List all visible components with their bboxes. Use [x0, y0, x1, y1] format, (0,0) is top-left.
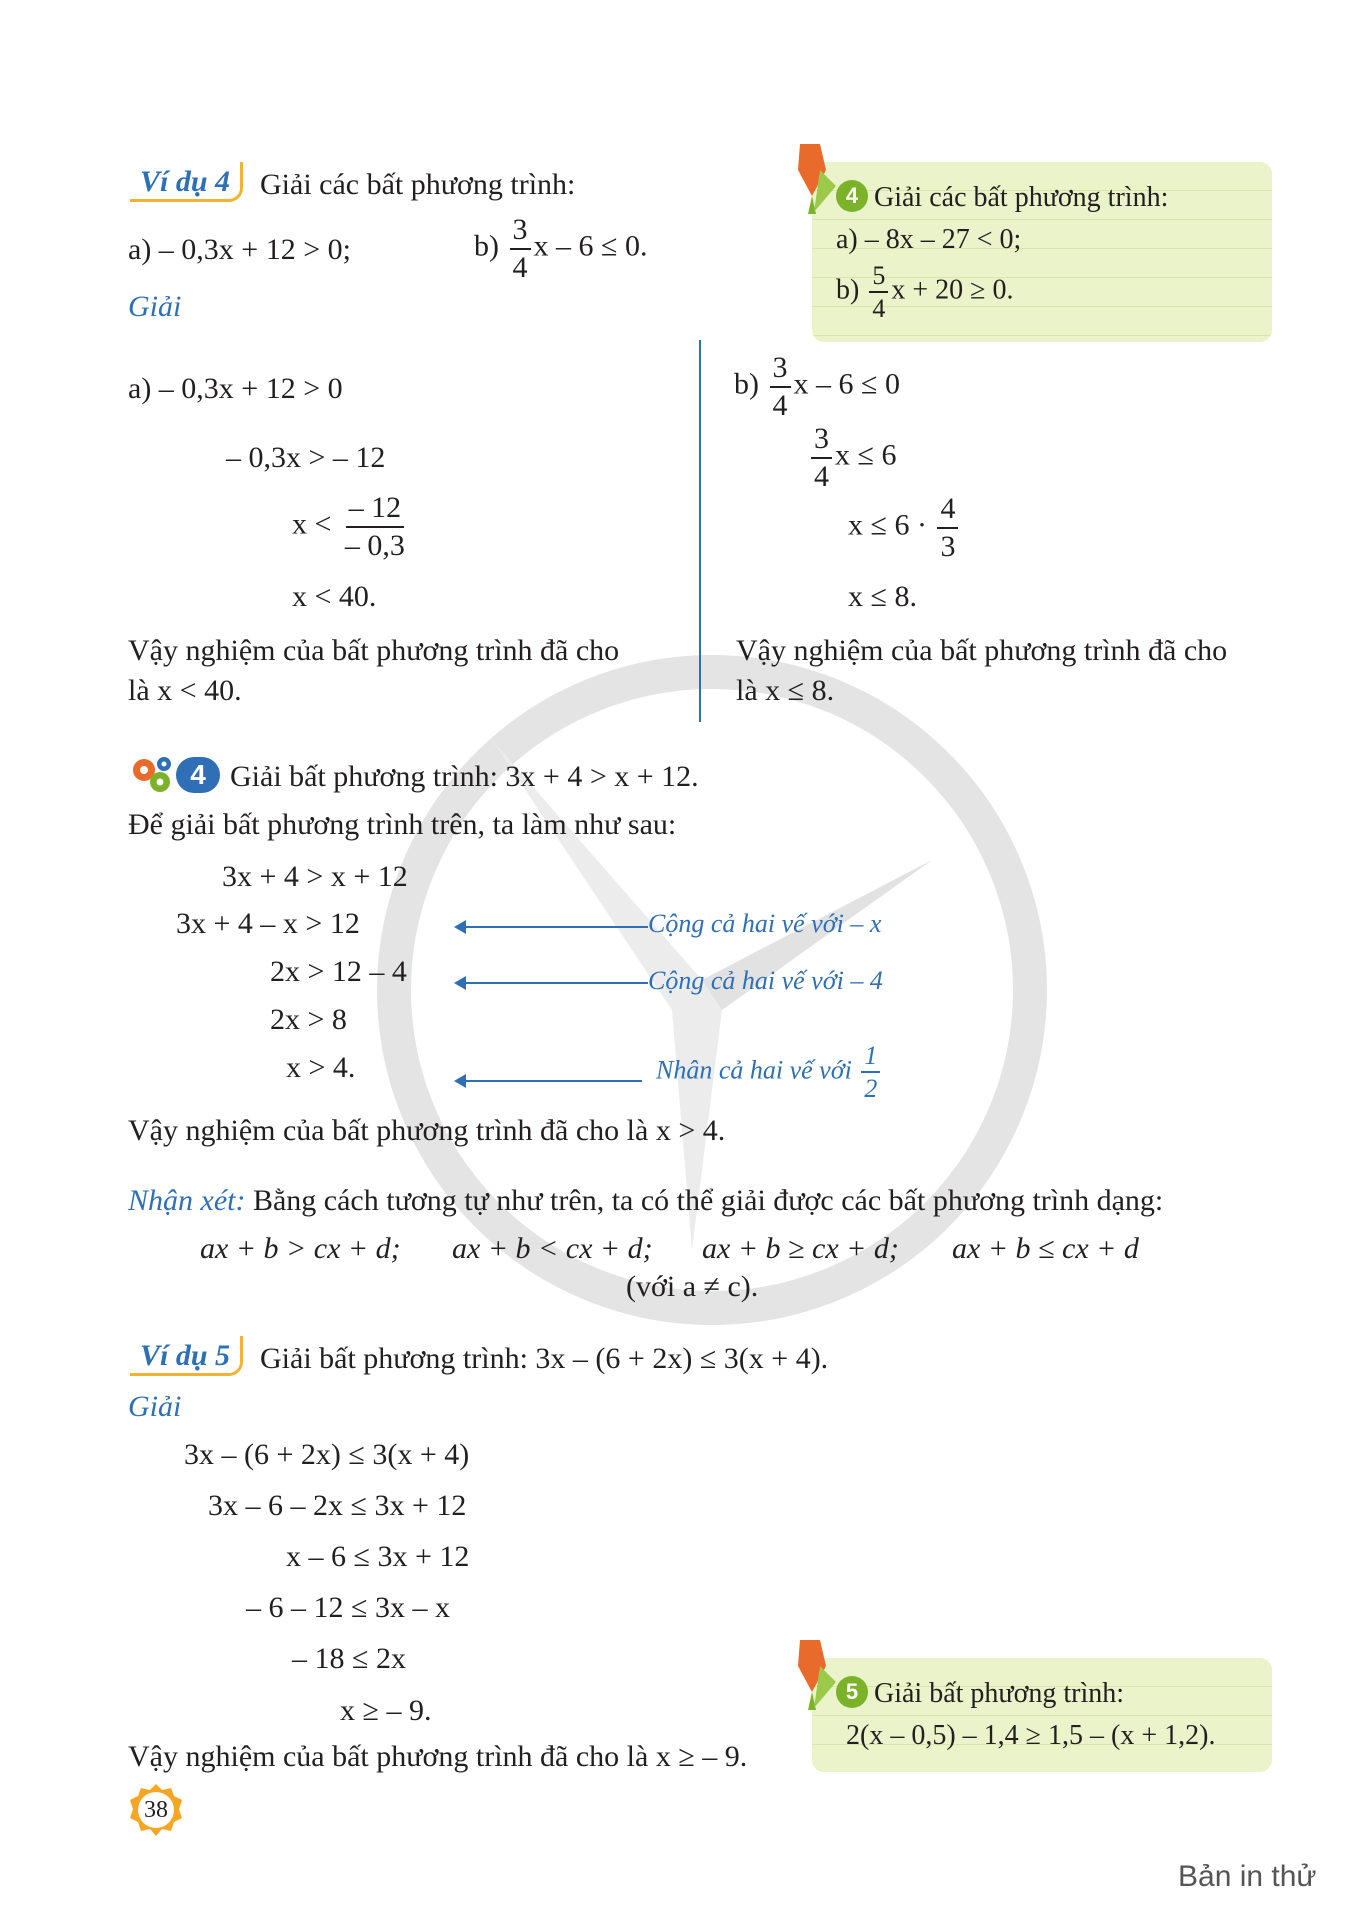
arrow-3 [456, 1080, 642, 1082]
page-number: 38 [144, 1797, 168, 1823]
sol-b-line-2: $\frac{3}{4}$ x ≤ 6 [808, 423, 896, 492]
sol-a-conclusion-2: là x < 40. [128, 674, 242, 707]
gears-icon [128, 752, 178, 798]
example-5-step-1: 3x – (6 + 2x) ≤ 3(x + 4) [184, 1438, 470, 1471]
activity-4-note-2: Cộng cả hai vế với – 4 [648, 966, 883, 995]
practice-4-part-a: a) – 8x – 27 < 0; [836, 224, 1022, 255]
activity-4-conclusion: Vậy nghiệm của bất phương trình đã cho là x > 4. [128, 1114, 726, 1147]
sol-a-line-4: x < 40. [292, 580, 377, 613]
remark-form-3: ax + b ≥ cx + d; [702, 1232, 899, 1265]
sol-a-conclusion-1: Vậy nghiệm của bất phương trình đã cho [128, 634, 620, 667]
activity-4-step-4: 2x > 8 [270, 1003, 347, 1036]
example-5-conclusion: Vậy nghiệm của bất phương trình đã cho là x ≥ – 9. [128, 1740, 748, 1773]
remark-label: Nhận xét: [128, 1184, 246, 1217]
sol-b-line-1: b) $\frac{3}{4}$ x – 6 ≤ 0 [734, 351, 900, 422]
sol-b-conclusion-1: Vậy nghiệm của bất phương trình đã cho [736, 634, 1228, 667]
practice-4-part-b: b) $\frac{5}{4}$ x + 20 ≥ 0. [836, 261, 1014, 324]
remark-form-2: ax + b < cx + d; [452, 1232, 653, 1265]
solution-divider [699, 340, 701, 722]
practice-4-title: Giải các bất phương trình: [874, 182, 1169, 213]
practice-5-box [812, 1658, 1272, 1772]
arrow-1 [456, 926, 648, 928]
sol-b-line-3: x ≤ 6 · $\frac{4}{3}$ [848, 493, 961, 562]
pen-icon [792, 1636, 842, 1716]
example-4-tag: Ví dụ 4 [130, 162, 243, 202]
sol-a-line-3: x < $\frac{- 12}{- 0,3}$ [292, 491, 405, 562]
footer-draft-label: Bản in thử [1178, 1860, 1317, 1893]
remark-condition: (với a ≠ c). [626, 1270, 759, 1303]
remark [128, 1186, 1163, 1216]
activity-4-title: Giải bất phương trình: 3x + 4 > x + 12. [230, 760, 699, 793]
practice-5-badge: 5 [836, 1676, 868, 1708]
example-5-step-5: – 18 ≤ 2x [292, 1642, 406, 1675]
example-5-step-2: 3x – 6 – 2x ≤ 3x + 12 [208, 1489, 467, 1522]
example-4-part-b: b) $\frac{3}{4}$ x – 6 ≤ 0. [474, 213, 648, 284]
sol-b-line-4: x ≤ 8. [848, 580, 917, 613]
remark-form-4: ax + b ≤ cx + d [952, 1232, 1139, 1265]
example-5-step-3: x – 6 ≤ 3x + 12 [286, 1540, 470, 1573]
example-4-solution-label: Giải [128, 290, 182, 323]
activity-4-step-2: 3x + 4 – x > 12 [176, 907, 360, 940]
example-5-tag: Ví dụ 5 [130, 1336, 243, 1376]
activity-4-step-1: 3x + 4 > x + 12 [222, 860, 408, 893]
activity-4-badge: 4 [176, 757, 220, 793]
remark-text: Bằng cách tương tự như trên, ta có thể giải được các bất phương trình dạng: [252, 1184, 1164, 1217]
activity-4-step-3: 2x > 12 – 4 [270, 955, 407, 988]
example-4-part-a: a) – 0,3x + 12 > 0; [128, 233, 351, 266]
sol-b-conclusion-2: là x ≤ 8. [736, 674, 835, 707]
activity-4-step-5: x > 4. [286, 1051, 356, 1084]
arrow-2 [456, 982, 648, 984]
example-5-step-6: x ≥ – 9. [340, 1694, 432, 1727]
example-5-solution-label: Giải [128, 1390, 182, 1423]
practice-5-title: Giải bất phương trình: [874, 1678, 1125, 1709]
sol-a-line-1: a) – 0,3x + 12 > 0 [128, 372, 343, 405]
example-5-title: Giải bất phương trình: 3x – (6 + 2x) ≤ 3(x + 4). [260, 1342, 829, 1375]
activity-4-note-3: Nhân cả hai vế với $\frac{1}{2}$ [656, 1042, 883, 1103]
example-5-step-4: – 6 – 12 ≤ 3x – x [246, 1591, 450, 1624]
remark-form-1: ax + b > cx + d; [200, 1232, 401, 1265]
pen-icon [792, 140, 842, 220]
practice-4-badge: 4 [836, 180, 868, 212]
activity-4-intro: Để giải bất phương trình trên, ta làm như sau: [128, 808, 677, 841]
activity-4-note-1: Cộng cả hai vế với – x [648, 909, 882, 938]
example-4-title: Giải các bất phương trình: [260, 168, 576, 201]
sol-a-line-2: – 0,3x > – 12 [226, 441, 386, 474]
practice-5-expression: 2(x – 0,5) – 1,4 ≥ 1,5 – (x + 1,2). [846, 1720, 1216, 1751]
